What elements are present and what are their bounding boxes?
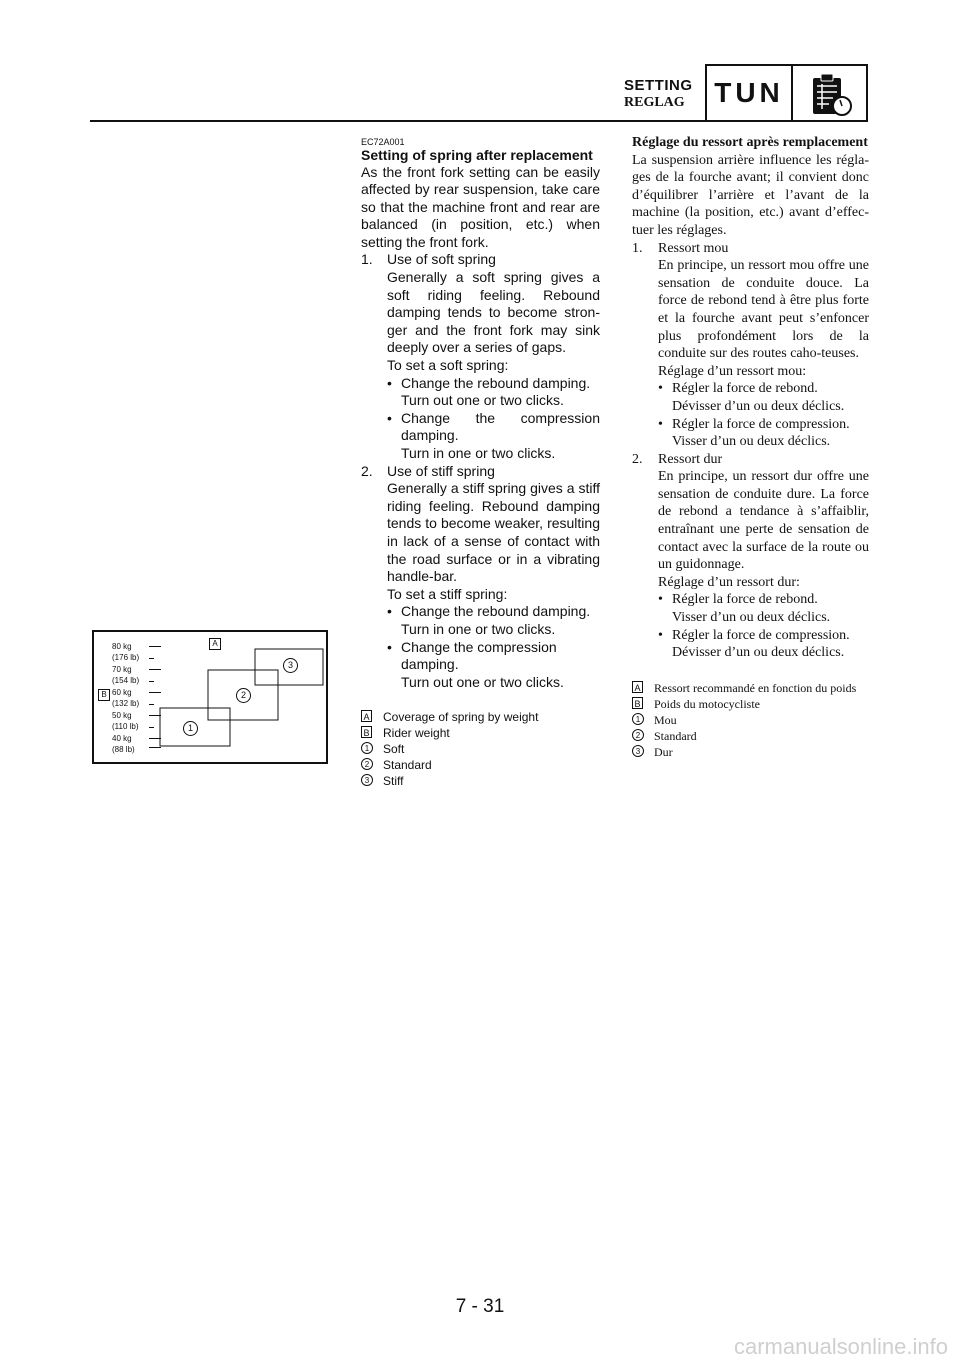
bullet-item: • Change the rebound damping. [387, 603, 591, 620]
box-label-soft: 1 [183, 721, 198, 736]
legend-key: 1 [361, 742, 373, 754]
bullet-item: • Change the compression damping. [387, 638, 557, 673]
list-item [632, 240, 869, 258]
legend-item: 2 Standard [361, 757, 600, 773]
legend-item: 3 Stiff [361, 773, 600, 789]
item-number: 1. [361, 251, 373, 268]
spring-range-boxes [94, 632, 326, 762]
item-setting-label: Réglage d’un ressort mou: [658, 363, 807, 379]
legend-item: 1 Soft [361, 741, 600, 757]
key-b-label: B [98, 689, 110, 701]
weight-label: (110 lb) [112, 722, 139, 731]
box-label-stiff: 3 [283, 658, 298, 673]
bullet-subtext: Turn out one or two clicks. [401, 392, 564, 409]
weight-label: (132 lb) [112, 699, 140, 708]
item-body: En principe, un ressort mou offre une sensation de conduite douce. La force de rebond tend à être plus forte et la fourche avant peut s’enfoncer plus profondément lors de la conduite sur des routes caho-teuses. [658, 258, 869, 362]
item-number: 1. [632, 240, 643, 256]
weight-label: 80 kg [112, 642, 132, 651]
legend-key: 1 [632, 713, 644, 725]
bullet-item: • Régler la force de compression. [658, 627, 850, 643]
legend-key: B [361, 726, 372, 738]
bullet-item: • Régler la force de rebond. [658, 592, 818, 608]
legend-key: 2 [361, 758, 373, 770]
legend-key: 3 [361, 774, 373, 786]
box-label-standard: 2 [236, 688, 251, 703]
bullet-item: • Régler la force de rebond. [658, 381, 818, 397]
legend-item: A Coverage of spring by weight [361, 709, 600, 725]
weight-label: (176 lb) [112, 653, 140, 662]
legend-key: 3 [632, 745, 644, 757]
item-title: Ressort dur [658, 451, 723, 467]
bullet-subtext: Visser d’un ou deux déclics. [672, 434, 831, 450]
item-body: Generally a stiff spring gives a stiff riding feeling. Rebound damping tends to become weaker, resulting in lack of a sense of contact with the road surface or in a vibrating handle-bar. [387, 480, 600, 585]
section-code: EC72A001 [361, 137, 405, 147]
header-rule [90, 120, 868, 122]
legend-item: B Poids du motocycliste [632, 696, 869, 712]
bullet-icon: • [658, 416, 663, 432]
legend-key: 2 [632, 729, 644, 741]
item-body: En principe, un ressort dur offre une sensation de conduite dure. La force de rebond a tendance à s’affaiblir, entraînant une perte de sensation de contact avec la surface de la route ou un guidonnage. [658, 469, 869, 573]
intro-paragraph: La suspension arrière influence les régla-ges de la fourche avant; il convient donc d’équilibrer l’arrière et l’avant de la machine (la position, etc.) avant d’effec-tuer les réglages. [632, 152, 869, 238]
weight-label: 50 kg [112, 711, 132, 720]
french-column [632, 134, 869, 760]
item-setting-label: To set a soft spring: [387, 357, 509, 374]
weight-label: 70 kg [112, 665, 132, 674]
list-item [632, 451, 869, 469]
item-number: 2. [632, 451, 643, 467]
weight-label: 40 kg [112, 734, 132, 743]
bullet-item: • Change the rebound damping. [387, 374, 591, 391]
bullet-subtext: Turn in one or two clicks. [401, 620, 556, 637]
watermark: carmanualsonline.info [733, 1334, 948, 1359]
bullet-subtext: Visser d’un ou deux déclics. [672, 610, 831, 626]
item-title: Use of stiff spring [387, 462, 495, 479]
bullet-subtext: Dévisser d’un ou deux déclics. [672, 645, 845, 661]
legend-item: 1 Mou [632, 712, 869, 728]
key-a-label: A [209, 638, 221, 650]
item-setting-label: To set a stiff spring: [387, 585, 508, 602]
section-heading: Réglage du ressort après remplacement [632, 135, 868, 150]
item-body: Generally a soft spring gives a soft riding feeling. Rebound damping tends to become stron-ger and the front fork may sink deeply over a series of gaps. [387, 269, 600, 356]
legend-item: B Rider weight [361, 725, 600, 741]
english-column [361, 137, 600, 789]
section-title-reglag: REGLAG [624, 95, 685, 110]
tun-icon-box [793, 64, 868, 120]
weight-label: 60 kg [112, 688, 132, 697]
legend-item: 2 Standard [632, 728, 869, 744]
bullet-item: • Régler la force de compression. [658, 416, 850, 432]
section-heading: Setting of spring after replacement [361, 147, 593, 163]
list-item [361, 251, 600, 269]
legend-key: B [632, 697, 643, 709]
tun-tab: TUN [705, 64, 793, 120]
item-title: Ressort mou [658, 240, 729, 256]
legend-item: A Ressort recommandé en fonction du poids [632, 680, 869, 696]
bullet-subtext: Turn in one or two clicks. [401, 445, 556, 461]
bullet-icon: • [658, 592, 663, 608]
legend-key: A [361, 710, 372, 722]
clipboard-stopwatch-icon [811, 73, 853, 117]
bullet-icon: • [387, 603, 392, 620]
bullet-icon: • [387, 638, 392, 655]
legend-item: 3 Dur [632, 744, 869, 760]
intro-paragraph: As the front fork setting can be easily affected by rear suspension, take care so that the machine front and rear are balanced (in position, etc.) when setting the front fork. [361, 163, 600, 250]
bullet-icon: • [658, 381, 663, 397]
item-setting-label: Réglage d’un ressort dur: [658, 574, 800, 590]
weight-label: (88 lb) [112, 745, 135, 754]
section-title-setting: SETTING [624, 77, 693, 94]
spring-weight-diagram [92, 630, 328, 764]
legend-key: A [632, 681, 643, 693]
weight-label: (154 lb) [112, 676, 140, 685]
legend [632, 680, 869, 760]
page-number: 7 - 31 [455, 1296, 505, 1317]
bullet-icon: • [387, 374, 392, 391]
list-item [361, 463, 600, 481]
bullet-item: • Change the compression damping. [387, 409, 600, 444]
bullet-icon: • [387, 409, 392, 426]
item-number: 2. [361, 462, 373, 479]
bullet-icon: • [658, 627, 663, 643]
bullet-subtext: Turn out one or two clicks. [401, 673, 564, 690]
legend [361, 709, 600, 789]
item-title: Use of soft spring [387, 251, 496, 268]
bullet-subtext: Dévisser d’un ou deux déclics. [672, 398, 845, 414]
